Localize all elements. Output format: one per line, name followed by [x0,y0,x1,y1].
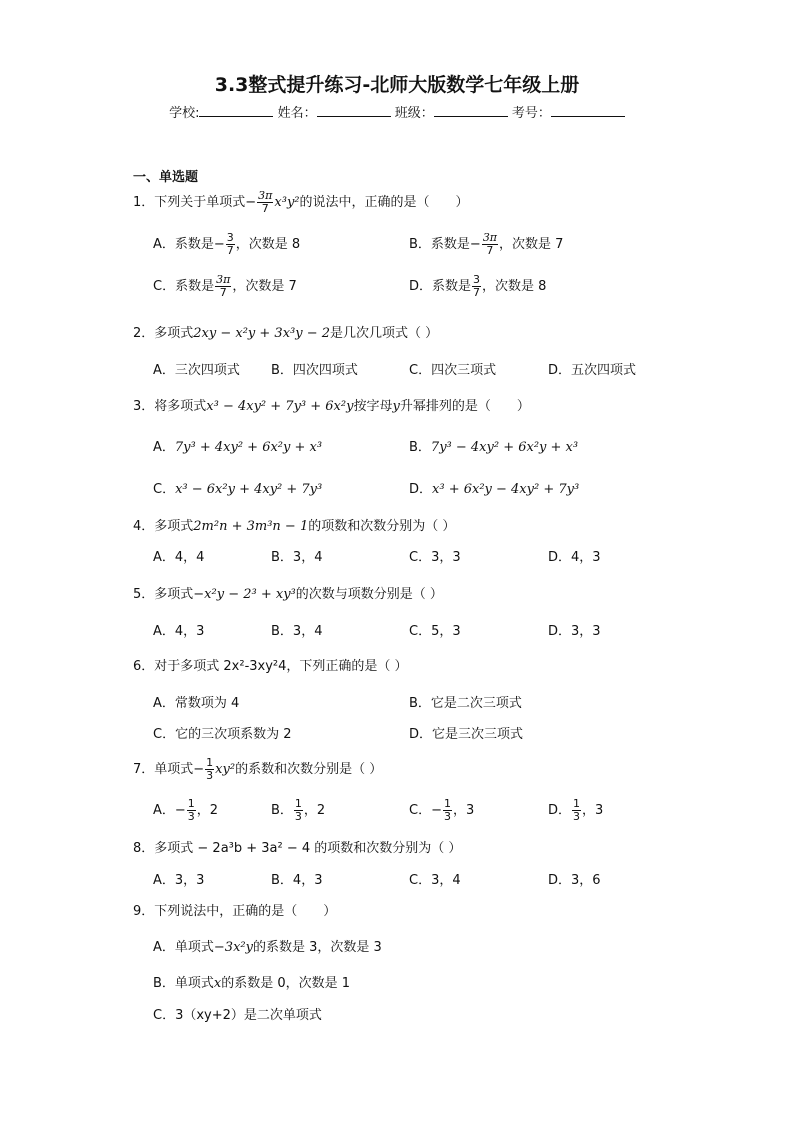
q6-option-a[interactable]: A．常数项为 4 [153,696,240,711]
q7-d-den: 3 [573,810,581,823]
q7-option-d[interactable] [548,798,603,823]
q9-a-text-b: 的系数是 3，次数是 3 [252,940,382,955]
q9-b-expression: x [213,976,222,991]
q7-stem-a: 7．单项式− [133,762,205,777]
q3-c-expression: x³ − 6x²y + 4xy² + 7y³ [175,482,323,497]
q7-frac-den: 3 [206,769,214,782]
q9-a-expression: −3x²y [213,940,253,955]
q1-a-fraction [226,232,235,257]
q1-option-d[interactable] [409,274,546,299]
q1-d-post: ，次数是 8 [482,279,547,294]
class-label: 班级： [394,106,434,121]
q1-b-fraction [482,232,498,257]
q3-stem-c: 升幂排列的是（ ） [399,399,530,414]
q9-b-text-b: 的系数是 0，次数是 1 [221,976,351,991]
q1-option-a[interactable] [153,232,300,257]
q4-stem-a: 4．多项式 [133,519,194,534]
q7-option-a[interactable] [153,798,218,823]
q1-c-den: 7 [219,286,227,299]
q7-c-den: 3 [443,810,451,823]
question-4 [133,515,455,534]
q7-a-den: 3 [187,810,195,823]
q7-b-pre: B． [271,803,293,818]
q3-stem-b: 按字母 [353,399,393,414]
q2-stem-b: 是几次几项式（ ） [330,326,439,341]
q3-option-b[interactable] [409,436,578,455]
q3-a-expression: 7y³ + 4xy² + 6x²y + x³ [174,440,323,455]
question-2 [133,322,438,341]
q1-c-pre: C．系数是 [153,279,215,294]
q3-d-expression: x³ + 6x²y − 4xy² + 7y³ [432,482,580,497]
q3-expression: x³ − 4xy² + 7y³ + 6x²y [206,399,354,414]
exam-number-label: 考号： [511,106,551,121]
q7-b-fraction [294,798,303,823]
q1-d-fraction [472,274,481,299]
q7-b-post: ，2 [303,803,326,818]
school-label: 学校: [169,106,200,121]
q2-expression: 2xy − x²y + 3x³y − 2 [193,326,331,341]
q2-option-a[interactable]: A．三次四项式 [153,363,240,378]
q7-c-pre: C．− [409,803,442,818]
q7-c-post: ，3 [452,803,475,818]
q7-b-den: 3 [294,810,302,823]
q8-option-c[interactable]: C．3，4 [409,873,461,888]
q2-option-d[interactable]: D．五次四项式 [548,363,637,378]
q1-stem-b: 的说法中，正确的是（ ） [299,195,469,210]
q5-stem-b: 的次数与项数分别是（ ） [295,587,443,602]
q7-frac-num: 1 [206,756,214,769]
question-3 [133,395,530,414]
q6-option-c[interactable]: C．它的三次项系数为 2 [153,727,292,742]
q3-d-label: D． [409,482,433,497]
class-blank[interactable] [434,103,508,117]
q3-option-d[interactable] [409,478,579,497]
q5-option-a[interactable]: A．4，3 [153,624,205,639]
q5-expression: −x²y − 2³ + xy³ [193,587,296,602]
q5-stem-a: 5．多项式 [133,587,194,602]
q5-option-d[interactable]: D．3，3 [548,624,601,639]
section-heading: 一、单选题 [133,170,199,185]
q3-b-expression: 7y³ − 4xy² + 6x²y + x³ [430,440,579,455]
question-5 [133,583,443,602]
q7-a-num: 1 [187,797,195,810]
q2-option-b[interactable]: B．四次四项式 [271,363,358,378]
q7-stem-b: 的系数和次数分别是（ ） [235,762,383,777]
q7-c-fraction [443,798,452,823]
q4-option-b[interactable]: B．3，4 [271,550,323,565]
q1-d-den: 7 [473,286,481,299]
student-info-line [0,102,794,121]
q3-stem-a: 3．将多项式 [133,399,207,414]
question-9: 9．下列说法中，正确的是（ ） [133,904,337,919]
q7-fraction [205,757,214,782]
q9-option-c[interactable]: C．3（xy+2）是二次单项式 [153,1008,322,1023]
q1-b-post: ，次数是 7 [499,237,564,252]
q9-option-b[interactable] [153,972,350,991]
q7-option-c[interactable] [409,798,474,823]
q1-c-num: 3π [216,273,231,286]
q1-expression: x³y² [274,195,300,210]
q9-b-text-a: B．单项式 [153,976,214,991]
name-label: 姓名： [277,106,317,121]
q7-b-num: 1 [294,797,302,810]
q7-option-b[interactable] [271,798,325,823]
question-1 [133,190,469,215]
question-6: 6．对于多项式 2x²-3xy²4，下列正确的是（ ） [133,659,408,674]
q8-option-d[interactable]: D．3，6 [548,873,601,888]
q7-d-pre: D． [548,803,572,818]
q3-option-c[interactable] [153,478,322,497]
q4-expression: 2m²n + 3m³n − 1 [193,519,309,534]
q3-b-label: B． [409,440,431,455]
page-title: 3.3整式提升练习-北师大版数学七年级上册 [214,74,580,96]
q1-option-b[interactable] [409,232,563,257]
q1-frac-num: 3π [258,189,273,202]
school-blank[interactable] [199,103,273,117]
q1-stem-a: 1．下列关于单项式− [133,195,257,210]
q1-option-c[interactable] [153,274,297,299]
q1-b-num: 3π [482,231,498,244]
q7-expression: xy² [215,762,236,777]
exam-number-blank[interactable] [551,103,625,117]
q3-a-label: A． [153,440,175,455]
q7-a-fraction [187,798,196,823]
question-7 [133,757,382,782]
q1-a-den: 7 [226,244,234,257]
q2-option-c[interactable]: C．四次三项式 [409,363,497,378]
q1-c-post: ，次数是 7 [232,279,297,294]
q7-d-post: ，3 [582,803,604,818]
q1-c-fraction [215,274,231,299]
q1-a-num: 3 [226,231,234,244]
q7-c-num: 1 [443,797,451,810]
q1-d-pre: D．系数是 [409,279,472,294]
question-8: 8．多项式 − 2a³b + 3a² − 4 的项数和次数分别为（ ） [133,841,462,856]
q7-d-fraction [572,798,581,823]
q4-option-a[interactable]: A．4，4 [153,550,205,565]
q6-option-b[interactable]: B．它是二次三项式 [409,696,522,711]
q5-option-c[interactable]: C．5，3 [409,624,461,639]
q1-b-den: 7 [486,244,494,257]
q9-option-a[interactable] [153,936,382,955]
q7-d-num: 1 [573,797,581,810]
q1-a-pre: A．系数是− [153,237,225,252]
q3-option-a[interactable] [153,436,322,455]
q3-variable: y [392,399,400,414]
q1-a-post: ，次数是 8 [235,237,301,252]
q1-frac-den: 7 [261,202,269,215]
q7-a-pre: A．− [153,803,186,818]
q7-a-post: ，2 [196,803,219,818]
q8-option-b[interactable]: B．4，3 [271,873,323,888]
q2-stem-a: 2．多项式 [133,326,194,341]
q8-option-a[interactable]: A．3，3 [153,873,205,888]
name-blank[interactable] [317,103,391,117]
q6-option-d[interactable]: D．它是三次三项式 [409,727,524,742]
q9-a-text-a: A．单项式 [153,940,214,955]
q5-option-b[interactable]: B．3，4 [271,624,323,639]
q4-option-c[interactable]: C．3，3 [409,550,461,565]
q1-b-pre: B．系数是− [409,237,481,252]
q3-c-label: C． [153,482,176,497]
q1-d-num: 3 [473,273,481,286]
q4-stem-b: 的项数和次数分别为（ ） [308,519,456,534]
q1-fraction [257,190,273,215]
q4-option-d[interactable]: D．4，3 [548,550,601,565]
